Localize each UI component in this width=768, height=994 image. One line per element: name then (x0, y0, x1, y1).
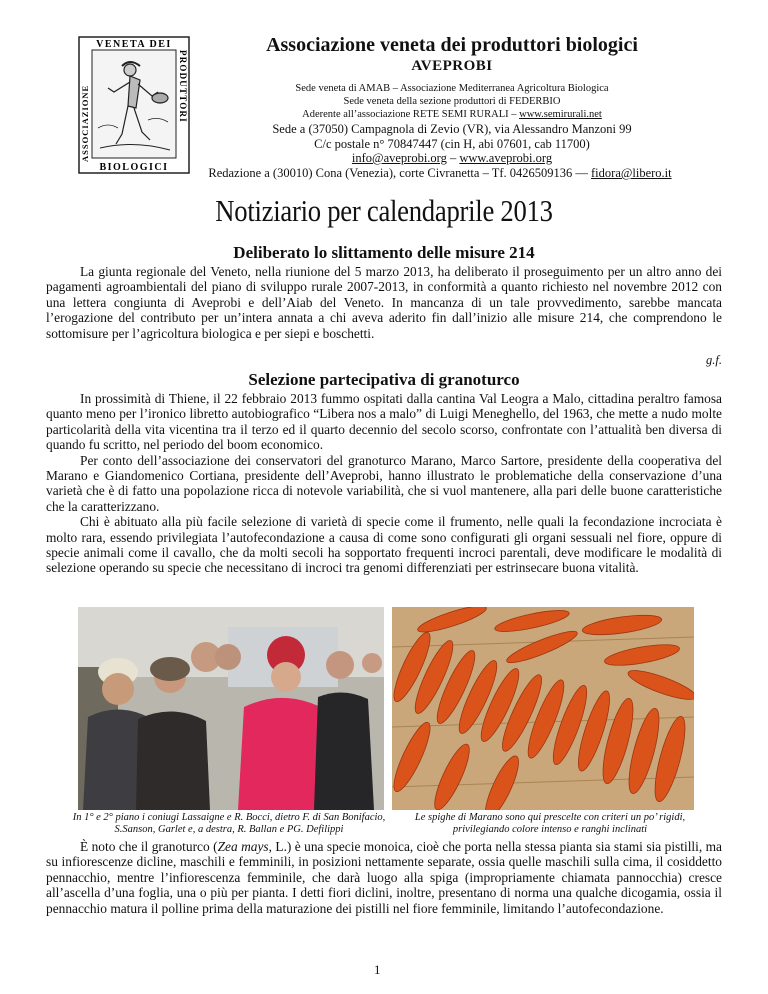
section2-paragraph-3: Chi è abituato alla più facile selezione di varietà di specie come il frumento, nelle quali la fecondazione incrociata è molto rara, essendo privilegiata l’autofecondazione a causa di come sono configurati gli organi sessuali nel fiore, oppure di specie animali come il cavallo, che da molti secoli ha sopportato frequenti incroci parentali, deve modificare le modalità di selezione operando su specie che necessitano di incroci tra genomi differenziati per estrinsecare buona vitalità. (46, 514, 722, 576)
redazione-text: Redazione a (30010) Cona (Venezia), corte Civranetta – Tf. 0426509136 — (208, 166, 592, 180)
caption-left: In 1° e 2° piano i coniugi Lassaigne e R. Bocci, dietro F. di San Bonifacio, S.Sanson, Garlet e, a destra, R. Ballan e PG. Defilippi (72, 812, 386, 835)
section2-heading: Selezione partecipativa di granoturco (248, 370, 520, 389)
address-line-1: Sede a (37050) Campagnola di Zevio (VR), via Alessandro Manzoni 99 (272, 122, 632, 136)
email-link[interactable]: info@aveprobi.org (351, 151, 447, 165)
logo-emblem (78, 36, 190, 174)
header-line-3 (200, 108, 704, 121)
association-title: Associazione veneta dei produttori biologici (266, 34, 638, 56)
section2-paragraph-2: Per conto dell’associazione dei conservatori del granoturco Marano, Marco Sartore, presidente della cooperativa del Marano e Giandomenico Cortiana, presidente dell’Aveprobi, hanno illustrato le problematiche della conservazione d’una varietà che è di fatto una popolazione ricca di notevole variabilità, che si vuol mantenere, alla pari delle buone caratteristiche che la caratterizzano. (46, 452, 722, 514)
logo-text-top: VENETA DEI (96, 39, 172, 50)
page-number: 1 (374, 962, 381, 977)
section2-paragraph-1: In prossimità di Thiene, il 22 febbraio 2013 fummo ospitati dalla cantina Val Leogra a Malo, cittadina peraltro famosa quanto meno per l’ironico libretto autobiografico “Libera nos a malo” di Luigi Meneghello, del 1963, che mette a nudo molte particolarità della vita vicentina tra il terzo ed il quarto decennio del secolo scorso, confrontate con l’attualità ben diversa di quando fu scritto, nel periodo del boom economico. (46, 391, 722, 453)
header-line-1: Sede veneta di AMAB – Associazione Mediterranea Agricoltura Biologica (295, 83, 609, 94)
section1-paragraph: La giunta regionale del Veneto, nella riunione del 5 marzo 2013, ha deliberato il proseguimento per un altro anno dei pagamenti agroambientali del piano di sviluppo rurale 2007-2013, in conformità a quanto richiesto nel novembre 2012 con una lettera congiunta di Aveprobi e dell’Aiab del Veneto. In mancanza di un tale provvedimento, sarebbe mancata l’erogazione del contributo per un’intera annata a chi aveva aderito fin dall’inizio alle misure 214, che comprendono le sottomisure per l’agricoltura biologica e per siepi e boschetti. (46, 264, 722, 341)
section2-paragraph-4 (46, 839, 722, 916)
section2-body (46, 391, 722, 576)
p4-text-start: È noto che il granoturco ( (80, 839, 218, 854)
section1-body (46, 264, 722, 341)
header-line-2: Sede veneta della sezione produttori di FEDERBIO (343, 96, 561, 107)
p4-text-end: , L.) è una specie monoica, cioè che porta nella stessa pianta sia stami sia pistilli, ma su infiorescenze dicline, maschili e femminili, in posizioni nettamente separate, ossia quelle maschili sulla cima, il cosiddetto pennacchio, mentre l’infiorescenza femminile, che darà luogo alla spiga (impropriamente chiamata pannocchia) cresce all’ascella d’una foglia, una o più per pianta. I detti fiori diclini, inoltre, presentano di norma una qualche dicogamia, ossia il pennacchio matura il polline prima della maturazione dei pistilli nel fiore femminile, limitando l’autofecondazione. (46, 839, 722, 916)
newsletter-title: Notiziario per calendaprile 2013 (215, 193, 553, 228)
section1-signature: g.f. (706, 353, 722, 367)
section1-heading: Deliberato lo slittamento delle misure 214 (233, 243, 535, 262)
address-line-2: C/c postale n° 70847447 (cin H, abi 07601, cab 11700) (314, 137, 590, 151)
corn-photo (392, 607, 694, 810)
association-acronym: AVEPROBI (411, 58, 493, 74)
logo-text-bottom: BIOLOGICI (99, 162, 169, 173)
address-line-3 (200, 151, 704, 166)
semirurali-link[interactable]: www.semirurali.net (519, 109, 602, 120)
logo-text-left: ASSOCIAZIONE (80, 84, 90, 162)
caption-right: Le spighe di Marano sono qui prescelte con criteri un po’ rigidi, privilegiando colore intenso e ranghi inclinati (414, 812, 686, 835)
group-photo (78, 607, 384, 810)
p4-species-name: Zea mays (217, 839, 269, 854)
logo-text-right: PRODUTTORI (178, 50, 188, 123)
website-link[interactable]: www.aveprobi.org (459, 151, 553, 165)
association-logo (78, 36, 190, 174)
address-separator: – (446, 151, 460, 165)
redazione-line (150, 166, 730, 181)
section2-body-continued (46, 839, 722, 916)
redazione-email-link[interactable]: fidora@libero.it (591, 166, 672, 180)
header-line-3-text: Aderente all’associazione RETE SEMI RURALI – (302, 109, 520, 120)
